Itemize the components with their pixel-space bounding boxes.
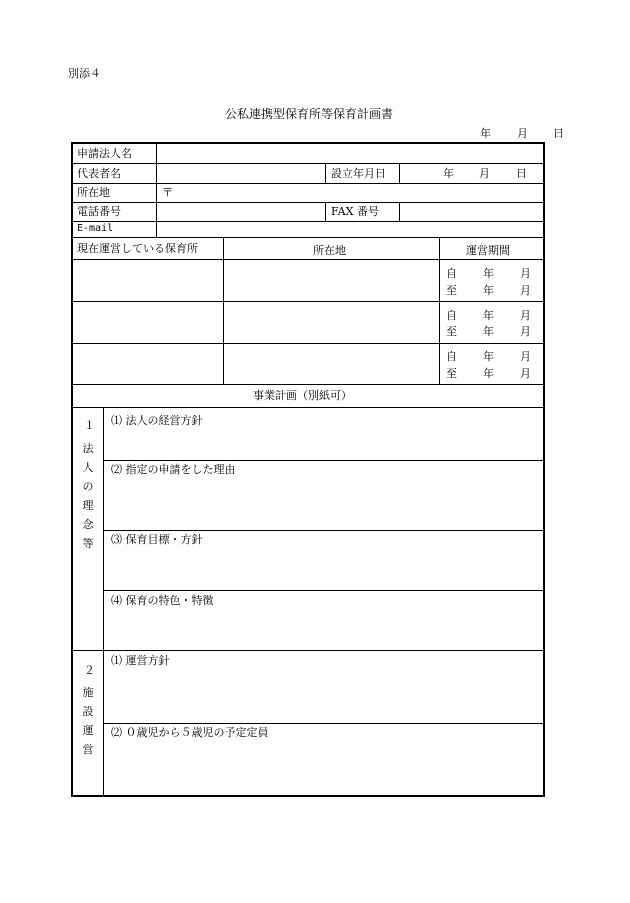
plan-header: 事業計画（別紙可）: [253, 389, 352, 402]
header-month: 月: [517, 127, 528, 140]
section1-number: １: [84, 419, 95, 432]
document-title: 公私連携型保育所等保育計画書: [225, 107, 394, 121]
period-from-year: 年: [483, 309, 494, 322]
period-to: 至: [446, 284, 457, 297]
phone-field[interactable]: [157, 203, 325, 221]
period-to-month: 月: [520, 367, 531, 380]
corp-name-field[interactable]: [157, 144, 543, 163]
email-label: E-mail: [77, 223, 114, 234]
period-from-year: 年: [483, 350, 494, 363]
section2-number: ２: [84, 664, 95, 677]
header-year: 年: [480, 127, 491, 140]
postal-mark: 〒: [162, 186, 173, 199]
established-day: 日: [516, 167, 527, 180]
period-from-month: 月: [520, 267, 531, 280]
period-from-month: 月: [520, 350, 531, 363]
representative-field[interactable]: [157, 164, 325, 183]
period-to: 至: [446, 325, 457, 338]
period-from: 自: [446, 309, 457, 322]
section2-item-planned-capacity: ⑵ ０歳児から５歳児の予定定員: [111, 726, 269, 739]
established-year: 年: [443, 167, 454, 180]
phone-label: 電話番号: [77, 205, 121, 218]
corp-name-label: 申請法人名: [77, 147, 132, 160]
section2-item-operating-policy: ⑴ 運営方針: [111, 654, 170, 667]
period-to-month: 月: [520, 284, 531, 297]
facility-name-header: 現在運営している保育所: [77, 242, 198, 255]
representative-label: 代表者名: [77, 167, 121, 180]
section1-item-application-reason: ⑵ 指定の申請をした理由: [111, 463, 236, 476]
address-label: 所在地: [77, 186, 110, 199]
section1-item-childcare-features: ⑷ 保育の特色・特徴: [111, 594, 214, 607]
period-to-month: 月: [520, 325, 531, 338]
period-from: 自: [446, 350, 457, 363]
address-field[interactable]: [157, 184, 543, 202]
period-from-year: 年: [483, 267, 494, 280]
period-to-year: 年: [483, 367, 494, 380]
period-to-year: 年: [483, 284, 494, 297]
attachment-label: 別添４: [68, 67, 101, 80]
section2-title: 施 設 運 営: [82, 686, 94, 756]
period-from-month: 月: [520, 309, 531, 322]
fax-label: FAX 番号: [331, 205, 379, 218]
facility-period-header: 運営期間: [466, 244, 510, 257]
established-label: 設立年月日: [331, 167, 386, 180]
established-month: 月: [479, 167, 490, 180]
section1-title: 法 人 の 理 念 等: [82, 442, 94, 550]
email-field[interactable]: [157, 222, 543, 237]
section1-item-childcare-goals: ⑶ 保育目標・方針: [111, 533, 203, 546]
period-from: 自: [446, 267, 457, 280]
header-day: 日: [553, 127, 564, 140]
fax-field[interactable]: [400, 203, 543, 221]
period-to: 至: [446, 367, 457, 380]
facility-address-header: 所在地: [313, 244, 346, 257]
section1-item-management-policy: ⑴ 法人の経営方針: [111, 414, 203, 427]
period-to-year: 年: [483, 325, 494, 338]
